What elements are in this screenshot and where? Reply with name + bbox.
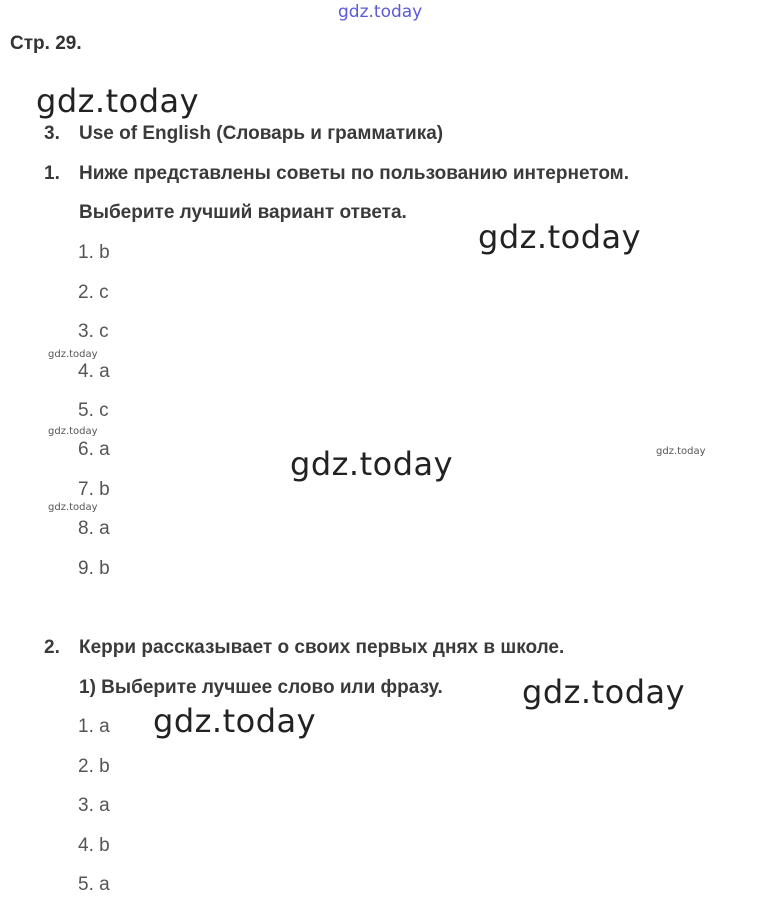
- task1-answer: 3. c: [78, 321, 109, 342]
- task2-number: 2.: [44, 637, 60, 658]
- task1-answer: 1. b: [78, 242, 110, 263]
- section-title: Use of English (Словарь и грамматика): [79, 123, 444, 144]
- task2-heading: [44, 637, 564, 659]
- task1-number: 1.: [44, 163, 60, 184]
- task2-answer: 3. a: [78, 795, 110, 816]
- task2-answer: 1. a: [78, 716, 110, 737]
- task2-line1: Керри рассказывает о своих первых днях в школе.: [79, 637, 565, 658]
- task2-subtitle: 1) Выберите лучшее слово или фразу.: [79, 677, 443, 698]
- watermark-small: gdz.today: [656, 446, 706, 457]
- task1-heading: [44, 163, 629, 185]
- watermark: gdz.today: [478, 218, 642, 256]
- task1-answer: 4. a: [78, 361, 110, 382]
- task2-answer: 4. b: [78, 835, 110, 856]
- section-number: 3.: [44, 123, 60, 144]
- watermark: gdz.today: [36, 82, 200, 120]
- watermark: gdz.today: [522, 673, 686, 711]
- task1-answer: 8. a: [78, 518, 110, 539]
- task1-answer: 9. b: [78, 558, 110, 579]
- task1-answer: 7. b: [78, 479, 110, 500]
- watermark-top: gdz.today: [338, 2, 423, 22]
- task2-answer: 2. b: [78, 756, 110, 777]
- task1-answer: 5. c: [78, 400, 109, 421]
- watermark-small: gdz.today: [48, 502, 98, 513]
- task1-line1: Ниже представлены советы по пользованию интернетом.: [79, 163, 630, 184]
- task1-answer: 6. a: [78, 439, 110, 460]
- watermark-small: gdz.today: [48, 426, 98, 437]
- task1-answer: 2. c: [78, 282, 109, 303]
- section-heading: [44, 123, 443, 145]
- watermark: gdz.today: [290, 445, 454, 483]
- watermark-small: gdz.today: [48, 349, 98, 360]
- watermark: gdz.today: [153, 702, 317, 740]
- task1-line2: Выберите лучший вариант ответа.: [79, 202, 407, 223]
- task2-answer: 5. a: [78, 874, 110, 895]
- page-label: Стр. 29.: [10, 33, 82, 54]
